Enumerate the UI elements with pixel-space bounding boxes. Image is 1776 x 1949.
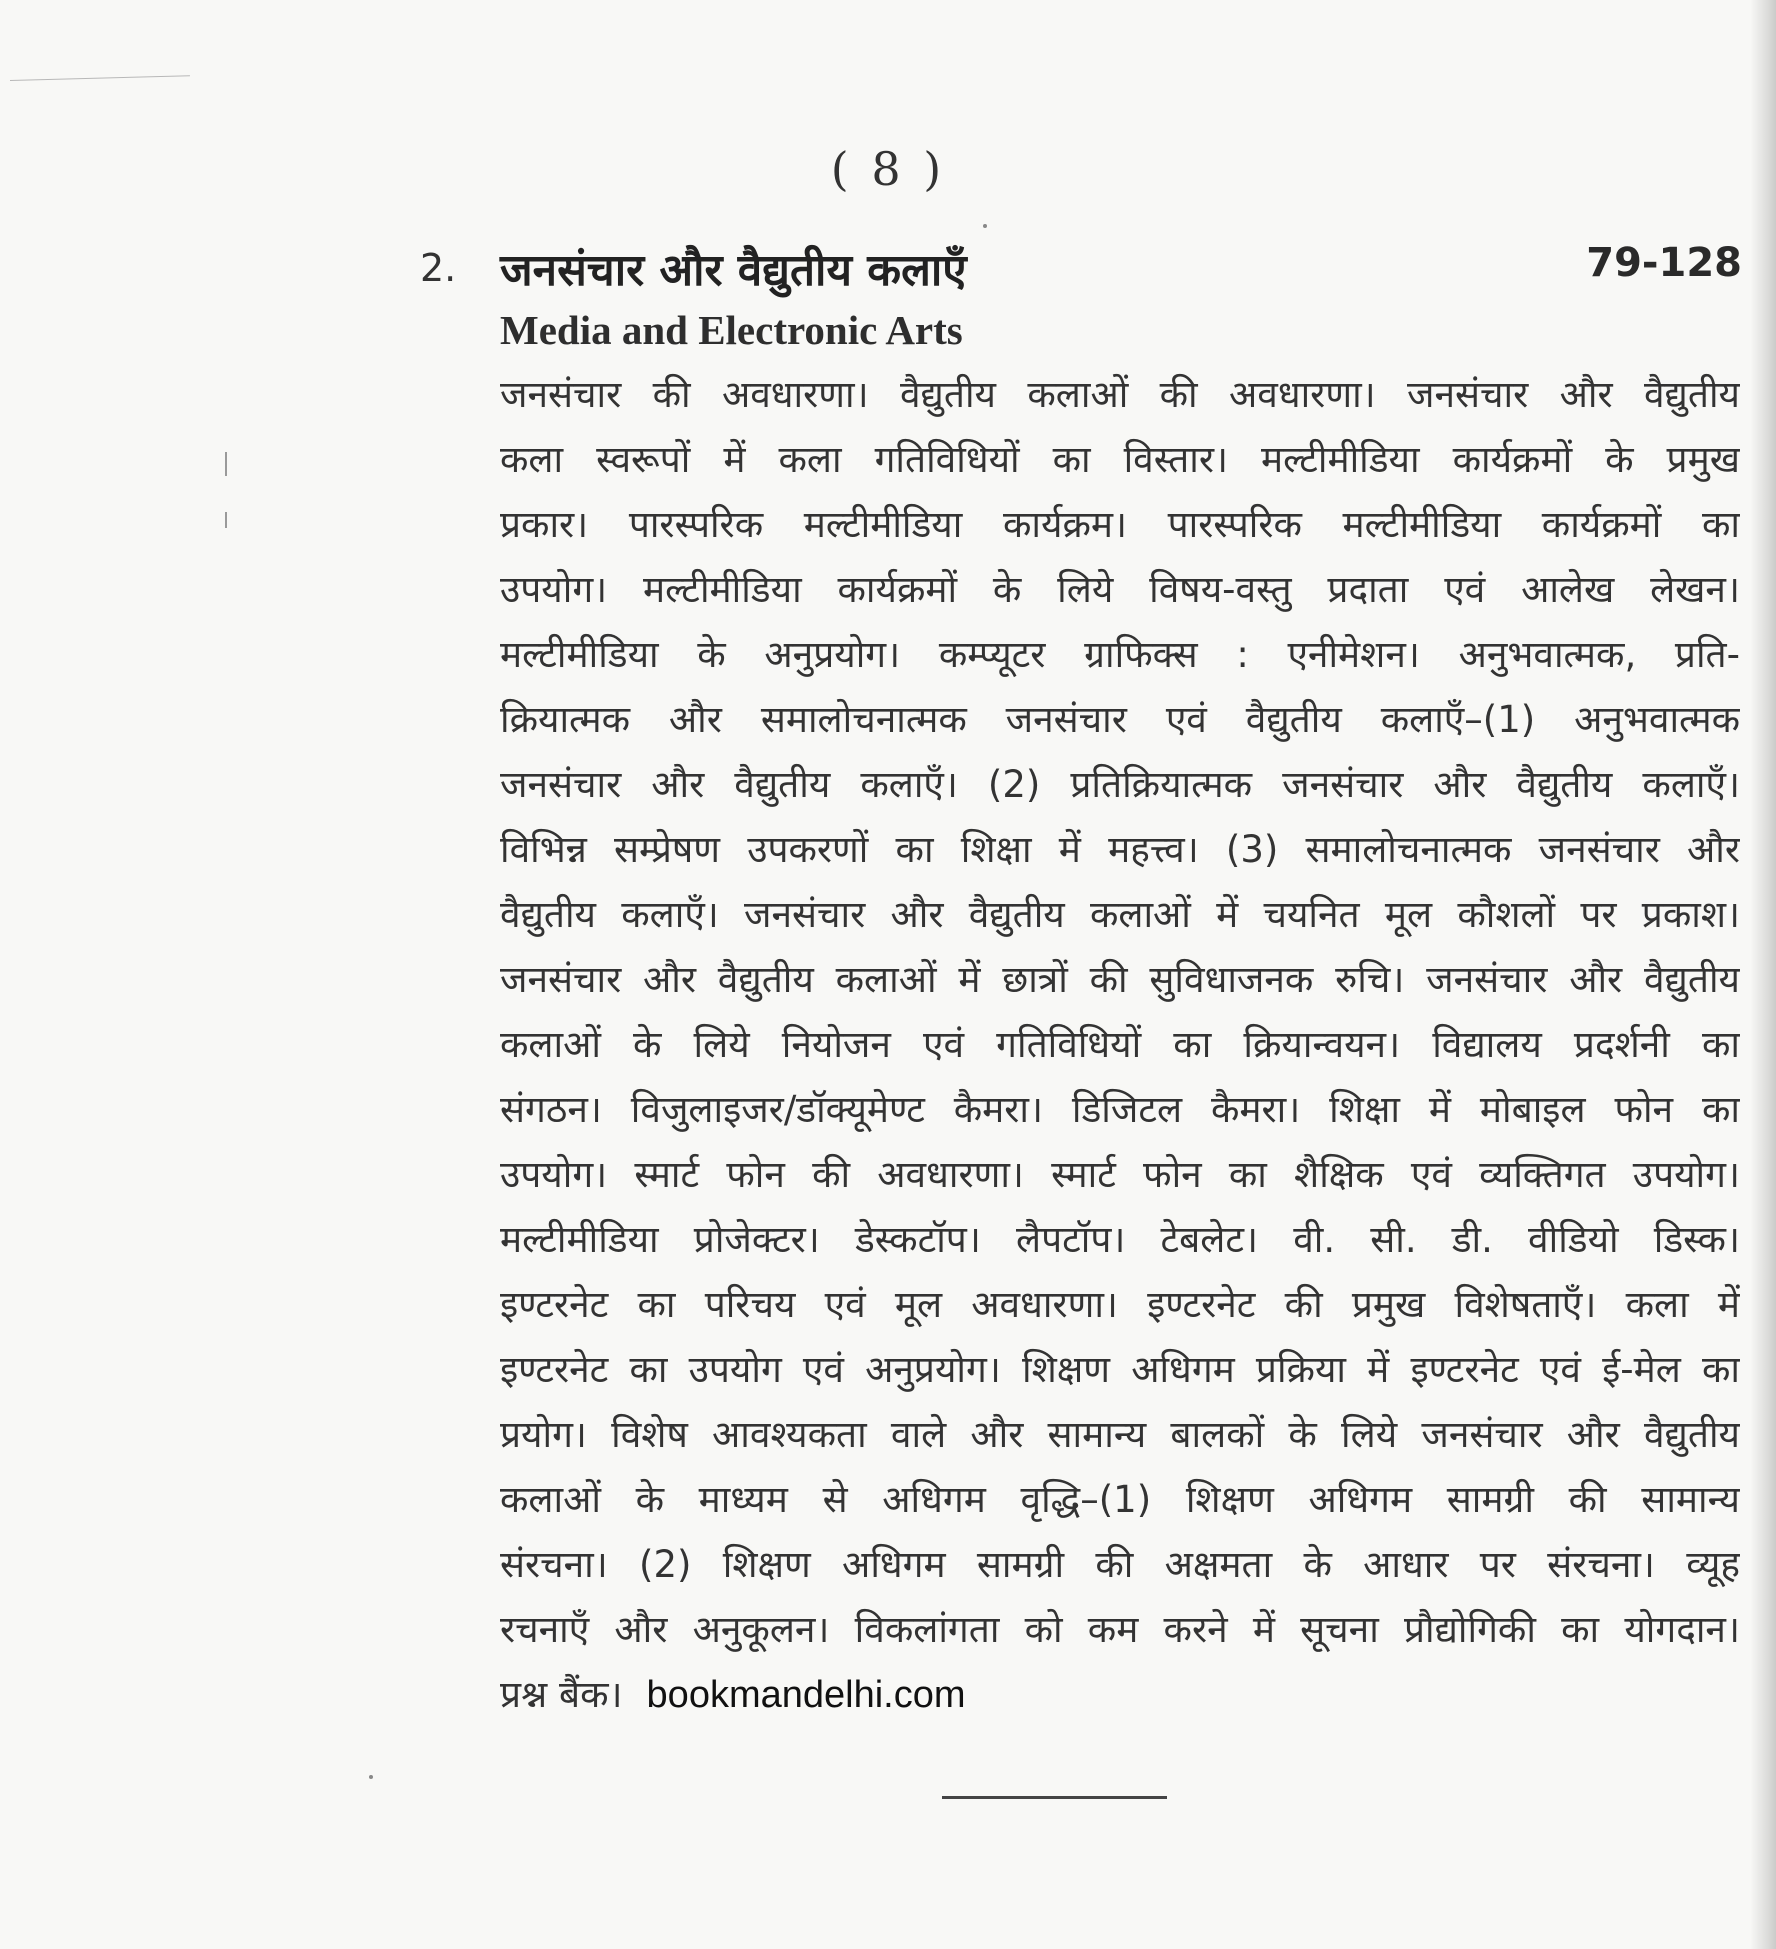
body-line: क्रियात्मक और समालोचनात्मक जनसंचार एवं वैद्युतीय कलाएँ–(1) अनुभवात्मक xyxy=(500,698,1740,741)
body-line: विभिन्न सम्प्रेषण उपकरणों का शिक्षा में महत्त्व। (3) समालोचनात्मक जनसंचार और xyxy=(500,828,1740,871)
margin-mark xyxy=(225,512,227,528)
section-title-hindi: जनसंचार और वैद्युतीय कलाएँ xyxy=(500,245,967,296)
watermark-text: bookmandelhi.com xyxy=(646,1674,966,1716)
body-line: इण्टरनेट का उपयोग एवं अनुप्रयोग। शिक्षण अधिगम प्रक्रिया में इण्टरनेट एवं ई-मेल का xyxy=(500,1348,1740,1391)
body-line: संगठन। विजुलाइजर/डॉक्यूमेण्ट कैमरा। डिजिटल कैमरा। शिक्षा में मोबाइल फोन का xyxy=(500,1088,1740,1131)
scan-speck xyxy=(983,224,987,228)
margin-mark xyxy=(225,452,227,476)
scan-shadow-edge xyxy=(1750,0,1776,1949)
body-line: प्रकार। पारस्परिक मल्टीमीडिया कार्यक्रम। पारस्परिक मल्टीमीडिया कार्यक्रमों का xyxy=(500,503,1740,546)
section-number: 2. xyxy=(420,246,457,290)
body-line-text: प्रश्न बैंक। xyxy=(500,1673,623,1716)
page-number: ( 8 ) xyxy=(830,142,946,196)
body-line: संरचना। (2) शिक्षण अधिगम सामग्री की अक्षमता के आधार पर संरचना। व्यूह xyxy=(500,1543,1740,1586)
body-line: जनसंचार की अवधारणा। वैद्युतीय कलाओं की अवधारणा। जनसंचार और वैद्युतीय xyxy=(500,373,1740,416)
body-line: कला स्वरूपों में कला गतिविधियों का विस्तार। मल्टीमीडिया कार्यक्रमों के प्रमुख xyxy=(500,438,1740,481)
body-line: जनसंचार और वैद्युतीय कलाओं में छात्रों की सुविधाजनक रुचि। जनसंचार और वैद्युतीय xyxy=(500,958,1740,1001)
body-line: मल्टीमीडिया के अनुप्रयोग। कम्प्यूटर ग्राफिक्स : एनीमेशन। अनुभवात्मक, प्रति- xyxy=(500,633,1740,676)
body-line: कलाओं के लिये नियोजन एवं गतिविधियों का क्रियान्वयन। विद्यालय प्रदर्शनी का xyxy=(500,1023,1740,1066)
scan-artifact-line xyxy=(10,75,190,81)
body-line: कलाओं के माध्यम से अधिगम वृद्धि–(1) शिक्षण अधिगम सामग्री की सामान्य xyxy=(500,1478,1740,1521)
scan-speck xyxy=(369,1775,373,1779)
body-line: रचनाएँ और अनुकूलन। विकलांगता को कम करने में सूचना प्रौद्योगिकी का योगदान। xyxy=(500,1608,1740,1651)
section-body xyxy=(500,362,1740,1727)
body-line: मल्टीमीडिया प्रोजेक्टर। डेस्कटॉप। लैपटॉप। टेबलेट। वी. सी. डी. वीडियो डिस्क। xyxy=(500,1218,1740,1261)
body-line: उपयोग। मल्टीमीडिया कार्यक्रमों के लिये विषय-वस्तु प्रदाता एवं आलेख लेखन। xyxy=(500,568,1740,611)
body-line: वैद्युतीय कलाएँ। जनसंचार और वैद्युतीय कलाओं में चयनित मूल कौशलों पर प्रकाश। xyxy=(500,893,1740,936)
body-line: जनसंचार और वैद्युतीय कलाएँ। (2) प्रतिक्रियात्मक जनसंचार और वैद्युतीय कलाएँ। xyxy=(500,763,1740,806)
section-title-english: Media and Electronic Arts xyxy=(500,307,963,353)
body-line: उपयोग। स्मार्ट फोन की अवधारणा। स्मार्ट फोन का शैक्षिक एवं व्यक्तिगत उपयोग। xyxy=(500,1153,1740,1196)
page-range: 79-128 xyxy=(1586,240,1742,286)
body-line: इण्टरनेट का परिचय एवं मूल अवधारणा। इण्टरनेट की प्रमुख विशेषताएँ। कला में xyxy=(500,1283,1740,1326)
body-line: प्रयोग। विशेष आवश्यकता वाले और सामान्य बालकों के लिये जनसंचार और वैद्युतीय xyxy=(500,1413,1740,1456)
end-rule xyxy=(942,1796,1167,1799)
body-line-last xyxy=(500,1662,1740,1727)
